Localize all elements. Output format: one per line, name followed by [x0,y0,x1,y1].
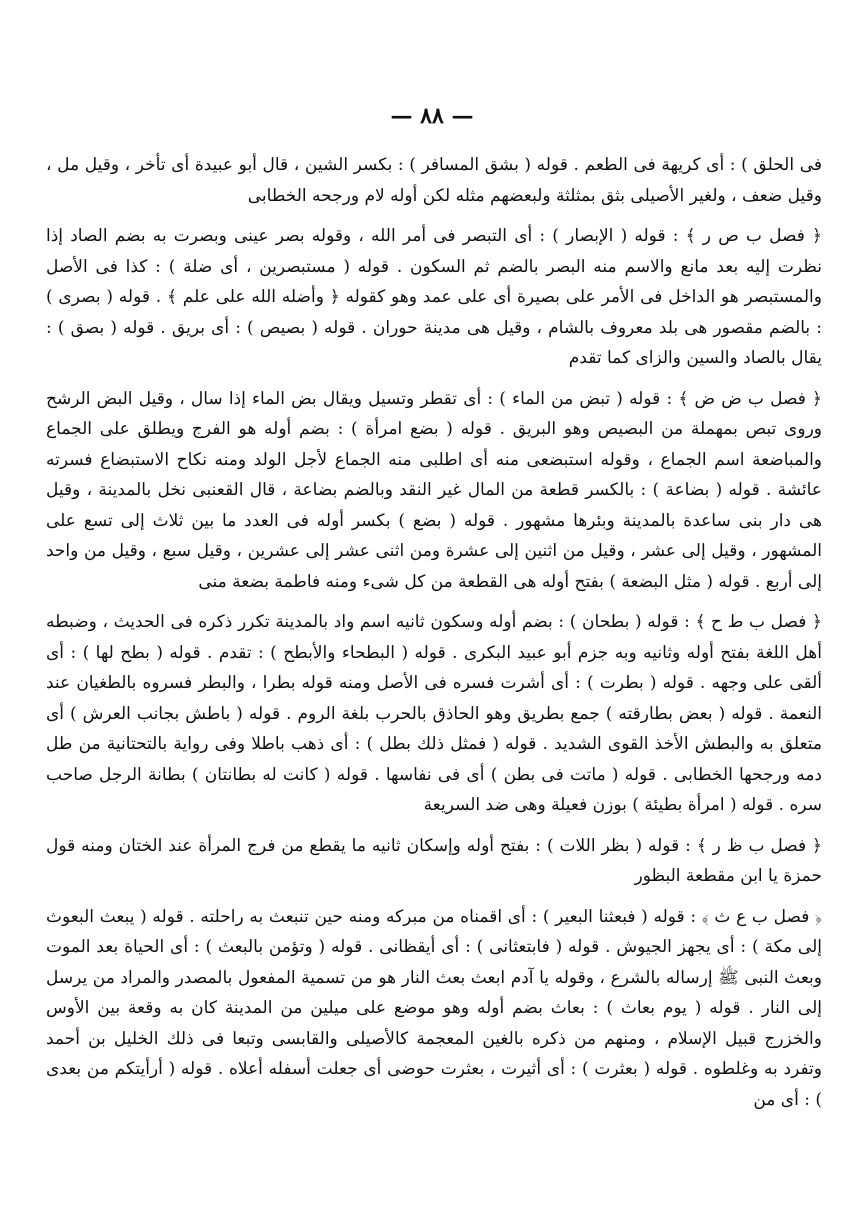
paragraph-section-b-t-h: ﴿ فصل ب ط ح ﴾ : قوله ( بطحان ) : بضم أوله وسكون ثانيه اسم واد بالمدينة تكرر ذكره فى الحديث ، وضبطه أهل اللغة بفتح أوله وثانيه وبه جزم أبو عبيد البكرى . قوله ( البطحاء والأبطح ) : تقدم . قوله ( بطح لها ) : أى ألقى على وجهه . قوله ( بطرت ) : أى أشرت فسره فى الأصل ومنه قوله بطرا ، والبطر فسروه بالطغيان عند النعمة . قوله ( بعض بطارقته ) جمع بطريق وهو الحاذق بالحرب بلغة الروم . قوله ( باطش بجانب العرش ) أى متعلق به والبطش الأخذ القوى الشديد . قوله ( فمثل ذلك بطل ) : أى ذهب باطلا وفى رواية بالتحتانية من طل دمه ورجحها الخطابى . قوله ( ماتت فى بطن ) أى فى نفاسها . قوله ( كانت له بطانتان ) بطانة الرجل صاحب سره . قوله ( امرأة بطيئة ) بوزن فعيلة وهى ضد السريعة [46,612,822,815]
paragraph-continuation: فى الحلق ) : أى كريهة فى الطعم . قوله ( بشق المسافر ) : بكسر الشين ، قال أبو عبيدة أى تأخر ، وقيل مل ، وقيل ضعف ، ولغير الأصيلى بثق بمثلثة ولبعضهم مثله لكن أوله لام ورجحه الخطابى [46,155,822,206]
paragraph-section-b-d-d: ﴿ فصل ب ض ض ﴾ : قوله ( تبض من الماء ) : أى تقطر وتسيل ويقال بض الماء إذا سال ، وقيل البض الرشح وروى تبص بمهملة من البصيص وهو البريق . قوله ( بضع امرأة ) : بضم أوله هو الفرج ويطلق على الجماع والمباضعة اسم الجماع ، وقوله استبضعى منه أى اطلبى منه الجماع لأجل الولد ومنه نكاح الاستبضاع فسرته عائشة . قوله ( بضاعة ) : بالكسر قطعة من المال غير النقد وبالضم بضاعة ، قال القعنبى نخل بالمدينة ، وقيل هى دار بنى ساعدة بالمدينة وبئرها مشهور . قوله ( بضع ) بكسر أوله فى العدد ما بين ثلاث إلى تسع على المشهور ، وقيل إلى عشر ، وقيل من اثنين إلى عشرة ومن اثنى عشر إلى عشرين ، وقيل سبع ، وقيل من واحد إلى أربع . قوله ( مثل البضعة ) بفتح أوله هى القطعة من كل شىء ومنه فاطمة بضعة منى [46,388,822,592]
paragraph-section-b-s-r: ﴿ فصل ب ص ر ﴾ : قوله ( الإبصار ) : أى التبصر فى أمر الله ، وقوله بصر عينى وبصرت به بضم الصاد إذا نظرت إليه بعد مانع والاسم منه البصر بالضم ثم السكون . قوله ( مستبصرين ، أى ضلة ) : كذا فى الأصل والمستبصر هو الداخل فى الأمر على بصيرة أى على عمد وهو كقوله ﴿ وأضله الله على علم ﴾ . قوله ( بصرى ) : بالضم مقصور هى بلد معروف بالشام ، وقيل هى مدينة حوران . قوله ( بصيص ) : أى بريق . قوله ( بصق ) : يقال بالصاد والسين والزاى كما تقدم [46,226,822,368]
paragraph-section-b-a-th: ﴿ فصل ب ع ث ﴾ : قوله ( فبعثنا البعير ) : أى اقمناه من مبركه ومنه حين تنبعث به راحلته . قوله ( يبعث البعوث إلى مكة ) : أى يجهز الجيوش . قوله ( فابتعثانى ) : أى أيقظانى . قوله ( وتؤمن بالبعث ) : أى الحياة بعد الموت وبعث النبى ﷺ إرساله بالشرع ، وقوله يا آدم ابعث بعث النار هو من تسمية المفعول بالمصدر والمراد من يرسل إلى النار . قوله ( يوم بعاث ) : بعاث بضم أوله وهو موضع على ميلين من المدينة كان به وقعة بين الأوس والخزرج قبيل الإسلام ، ومنهم من ذكره بالغين المعجمة كالأصيلى والقابسى وتبعا فى ذلك الخليل بن أحمد وتفرد به وغلطوه . قوله ( بعثرت ) : أى أثيرت ، بعثرت حوضى أى جعلت أسفله أعلاه . قوله ( أرأيتكم من بعدى ) : أى من [46,906,822,1110]
paragraph-section-b-z-r: ﴿ فصل ب ظ ر ﴾ : قوله ( بظر اللات ) : بفتح أوله وإسكان ثانيه ما يقطع من فرج المرأة عند الختان ومنه قول حمزة يا ابن مقطعة البظور [46,835,822,886]
page-number: — ٨٨ — [390,103,474,129]
page-body [46,150,822,1125]
